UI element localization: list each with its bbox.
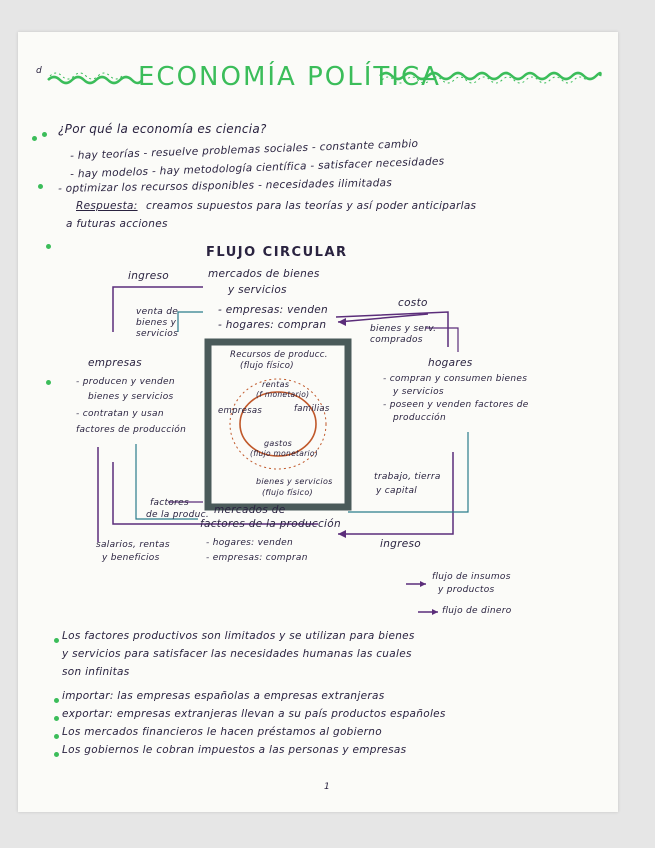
intro-question: ¿Por qué la economía es ciencia? xyxy=(58,122,267,136)
flujo-title: FLUJO CIRCULAR xyxy=(206,245,348,260)
label-hogares-compran: - hogares: compran xyxy=(218,319,327,331)
inner-bienes-sub: (flujo físico) xyxy=(262,488,313,497)
hogares-line: - poseen y venden factores de xyxy=(383,400,529,410)
answer-text-cont: a futuras acciones xyxy=(66,218,168,230)
note-line: Los mercados financieros le hacen préstamos al gobierno xyxy=(62,726,382,738)
answer-label: Respuesta: xyxy=(76,200,138,212)
empresas-line: factores de producción xyxy=(76,425,187,435)
arrowhead xyxy=(338,530,346,538)
arrowhead xyxy=(432,609,438,615)
note-line: Los factores productivos son limitados y se utilizan para bienes xyxy=(62,630,415,642)
note-line: Los gobiernos le cobran impuestos a las personas y empresas xyxy=(62,744,407,756)
label-factores-prod: factores xyxy=(150,498,189,508)
inner-rentas: rentas xyxy=(262,380,290,389)
label-empresas-compran: - empresas: compran xyxy=(206,553,308,563)
empresas-line: bienes y servicios xyxy=(88,392,174,402)
bullet-dot xyxy=(54,734,59,739)
bullet-dot xyxy=(46,380,51,385)
empresas-line: - contratan y usan xyxy=(76,409,164,419)
answer-text: creamos supuestos para las teorías y así poder anticiparlas xyxy=(146,200,477,212)
label-mercados-factores: factores de la producción xyxy=(200,518,341,530)
label-venta-bienes: venta de xyxy=(136,307,179,317)
label-trabajo-tierra: y capital xyxy=(376,486,418,496)
bullet-dot xyxy=(54,638,59,643)
label-salarios: salarios, rentas xyxy=(96,540,170,550)
label-venta-bienes: servicios xyxy=(136,329,179,339)
title-prefix: d xyxy=(36,66,43,76)
intro-line: - optimizar los recursos disponibles - necesidades ilimitadas xyxy=(57,177,393,195)
label-hogares: hogares xyxy=(428,357,473,369)
bullet-dot xyxy=(54,752,59,757)
inner-empresas: empresas xyxy=(218,406,263,416)
inner-gastos: gastos xyxy=(264,439,293,448)
label-mercados-bienes-2: y servicios xyxy=(228,284,287,296)
label-salarios: y beneficios xyxy=(102,553,160,563)
inner-familias: familias xyxy=(294,404,330,414)
note-line: importar: las empresas españolas a empresas extranjeras xyxy=(62,690,385,702)
empresas-line: - producen y venden xyxy=(76,377,175,387)
bullet-dot xyxy=(54,716,59,721)
hogares-line: y servicios xyxy=(393,387,444,397)
label-mercados-factores: mercados de xyxy=(214,504,286,516)
teal-flow-top xyxy=(178,312,203,332)
label-ingreso-top: ingreso xyxy=(128,270,170,282)
label-bienes-comprados: comprados xyxy=(370,335,423,345)
inner-bienes: bienes y servicios xyxy=(256,477,333,486)
label-factores-prod: de la produc. xyxy=(146,510,210,520)
label-hogares-venden: - hogares: venden xyxy=(206,538,293,548)
intro-line: - hay teorías - resuelve problemas sociales - constante cambio xyxy=(69,137,419,163)
bullet-dot xyxy=(54,698,59,703)
inner-recursos: Recursos de producc. xyxy=(230,350,328,360)
intro-line: - hay modelos - hay metodología científica - satisfacer necesidades xyxy=(69,155,445,181)
hogares-line: producción xyxy=(393,413,446,423)
label-venta-bienes: bienes y xyxy=(136,318,177,328)
inner-rentas-sub: (f monetario) xyxy=(256,390,310,399)
hogares-line: - compran y consumen bienes xyxy=(383,374,528,384)
page-title: ECONOMÍA POLÍTICA xyxy=(138,62,441,92)
legend-insumos: flujo de insumos xyxy=(432,572,511,582)
label-ingreso-bottom: ingreso xyxy=(380,538,422,550)
inner-recursos-sub: (flujo físico) xyxy=(240,361,294,371)
note-line: exportar: empresas extranjeras llevan a su país productos españoles xyxy=(62,708,446,720)
note-line: son infinitas xyxy=(62,666,130,678)
label-empresas-venden: - empresas: venden xyxy=(218,304,329,316)
arrowhead xyxy=(420,581,426,587)
label-trabajo-tierra: trabajo, tierra xyxy=(374,472,441,482)
legend-insumos-2: y productos xyxy=(438,585,495,595)
label-bienes-comprados: bienes y serv. xyxy=(370,324,437,334)
label-mercados-bienes: mercados de bienes xyxy=(208,268,320,280)
legend-dinero: flujo de dinero xyxy=(442,606,512,616)
label-empresas: empresas xyxy=(88,357,142,369)
label-costo: costo xyxy=(398,297,428,309)
inner-gastos-sub: (flujo monetario) xyxy=(250,449,319,458)
arrowhead xyxy=(338,318,346,326)
notebook-page xyxy=(18,32,618,812)
note-line: y servicios para satisfacer las necesidades humanas las cuales xyxy=(62,648,412,660)
page-number: 1 xyxy=(324,782,331,792)
